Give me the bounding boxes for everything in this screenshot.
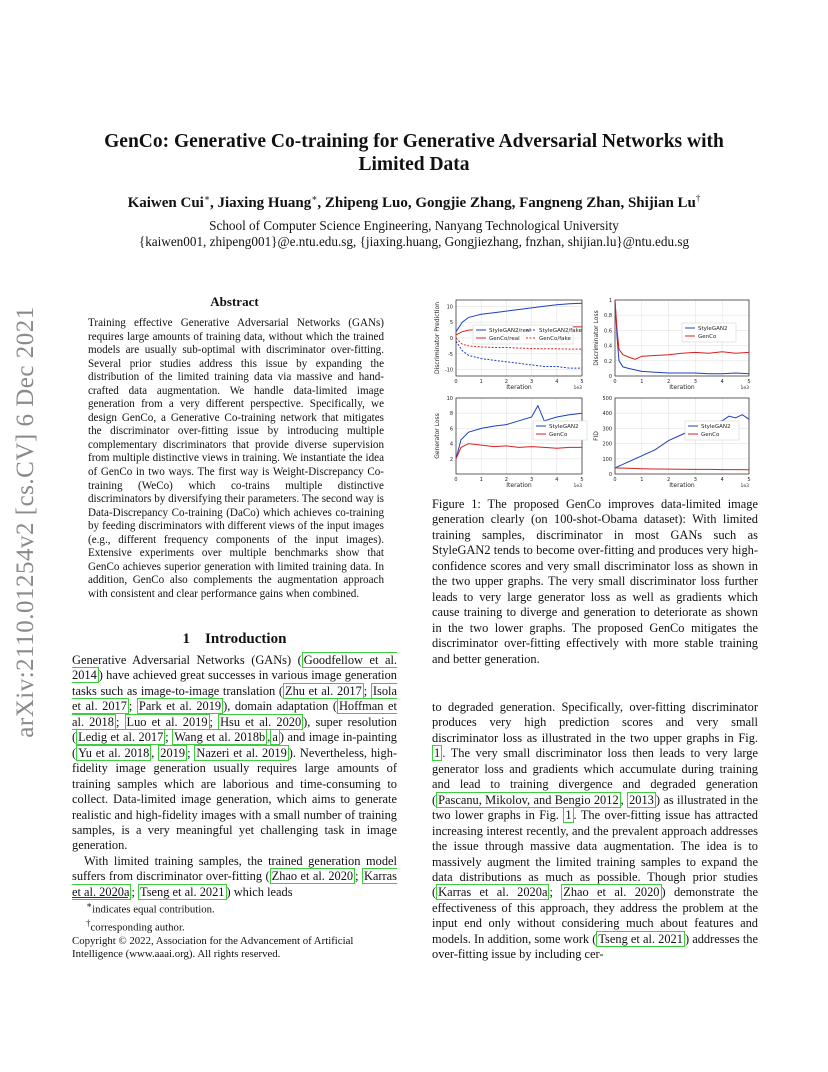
abstract-text: Training effective Generative Adversarial Networks (GANs) requires large amounts of training data, without which the trained models are usually sub-optimal with discriminator over-fitting. Several prior studies address this issue by expanding the distribution of the limited training data via massive and hand-crafted data augmentation. We handle data-limited image generation from a very different perspective. Specifically, we design GenCo, a Generative Co-training network that mitigates the discriminator over-fitting issue by introducing multiple complementary discriminators that provide diverse supervision from multiple distinctive views in training. We instantiate the idea of GenCo in two ways. The first way is Weight-Discrepancy Co-training (WeCo) which co-trains multiple distinctive discriminators by diversifying their parameters. The second way is Data-Discrepancy Co-training (DaCo) which achieves co-training by feeding discriminators with different views of the input images (e.g., different frequency components of the input images). Extensive experiments over multiple benchmarks show that GenCo achieves superior generation with limited training data. In addition, GenCo also complements the augmentation approach with consistent and clear performance gains when combined. xyxy=(88,317,384,600)
y-tick-label: 8 xyxy=(449,411,453,418)
copyright-notice: Copyright © 2022, Association for the Advancement of Artificial Intelligence (www.aaai.org). All rights reserved. xyxy=(72,934,354,961)
footnotes xyxy=(72,899,397,961)
x-tick-label: 3 xyxy=(530,379,534,385)
legend-label: GenCo xyxy=(701,432,720,438)
y-tick-label: 0 xyxy=(608,374,612,380)
section-number: 1 xyxy=(182,631,191,647)
legend-label: StyleGAN2/fake xyxy=(539,328,582,334)
footnote-mark: ∗ xyxy=(86,900,93,910)
arxiv-stamp-text: arXiv:2110.01254v2 [cs.CV] 6 Dec 2021 xyxy=(12,306,39,738)
x-tick-label: 2 xyxy=(667,379,671,385)
author-name: Kaiwen Cui xyxy=(127,195,204,211)
citation-link[interactable]: Nazeri et al. 2019 xyxy=(196,745,287,760)
citation-link[interactable]: Hoffman et al. 2018 xyxy=(72,699,397,729)
footnote-mark: † xyxy=(86,917,91,928)
author-name: Zhipeng Luo xyxy=(324,195,408,211)
legend-label: GenCo xyxy=(549,432,568,438)
author-mark: ∗ xyxy=(311,193,318,203)
x-tick-label: 5 xyxy=(580,477,584,483)
footnote-rule xyxy=(72,897,128,898)
paper-title xyxy=(60,130,768,176)
citation-link[interactable]: Ledig et al. 2017 xyxy=(78,730,164,745)
y-tick-label: 100 xyxy=(602,456,612,463)
citation-link[interactable]: Luo et al. 2019 xyxy=(126,714,208,729)
author-list: Kaiwen Cui∗, Jiaxing Huang∗, Zhipeng Luo, Gongjie Zhang, Fangneng Zhan, Shijian Lu† xyxy=(127,193,701,211)
x-tick-label: 3 xyxy=(530,477,534,483)
y-tick-label: 0 xyxy=(608,472,612,478)
section-title: Introduction xyxy=(205,631,287,647)
footnote-text: corresponding author. xyxy=(90,921,185,934)
arxiv-stamp xyxy=(6,292,46,752)
legend-label: GenCo/real xyxy=(489,336,520,342)
title-line-2: Limited Data xyxy=(358,154,470,175)
x-tick-label: 2 xyxy=(667,477,671,483)
legend-label: StyleGAN2 xyxy=(549,424,579,430)
right-column-body xyxy=(432,700,758,963)
x-multiplier: 1e3 xyxy=(740,484,749,488)
citation-link[interactable]: Zhao et al. 2020 xyxy=(271,869,354,884)
citation-link[interactable]: 1 xyxy=(434,746,441,761)
legend-label: GenCo xyxy=(698,334,717,340)
citation-link[interactable]: a xyxy=(272,730,278,745)
x-multiplier: 1e3 xyxy=(573,386,582,391)
x-axis-label: Iteration xyxy=(669,482,695,488)
author-mark: ∗ xyxy=(203,193,210,203)
x-tick-label: 3 xyxy=(693,477,697,483)
author-mark: † xyxy=(695,193,701,203)
citation-link[interactable]: Hsu et al. 2020 xyxy=(220,714,302,729)
figure-1 xyxy=(430,292,760,488)
figure-caption: Figure 1: The proposed GenCo improves data-limited image generation clearly (on 100-shot-Obama dataset): With limited training samples, discriminator in most GANs such as StyleGAN2 tends to become over-fitting and produces very high-confidence scores and very small discriminator loss as shown in the two upper graphs. The very small discriminator loss further leads to very large generator loss as well as gradients which cause training to diverge and generation to deteriorate as shown in the two lower graphs. The proposed GenCo mitigates the discriminator over-fitting effectively with more stable training and better generation. xyxy=(432,497,758,666)
paragraph: With limited training samples, the trained generation model suffers from discriminator over-fitting ( Zhao et al. 2020 ; Karras et al. 2020a ; Tseng et al. 2021 ) which leads xyxy=(72,853,397,899)
footnote-equal xyxy=(72,899,397,917)
x-tick-label: 4 xyxy=(720,379,724,385)
author-name: Shijian Lu xyxy=(627,195,696,211)
x-axis-label: Iteration xyxy=(506,482,532,488)
series-line xyxy=(456,444,582,459)
x-tick-label: 4 xyxy=(720,477,724,483)
x-multiplier: 1e3 xyxy=(740,386,749,391)
x-tick-label: 5 xyxy=(747,379,751,385)
footnote-corresponding xyxy=(72,917,397,935)
citation-link[interactable]: Karras et al. 2020a xyxy=(438,885,548,900)
y-axis-label: FID xyxy=(593,431,600,441)
emails: {kaiwen001, zhipeng001}@e.ntu.edu.sg, {jiaxing.huang, Gongjiezhang, fnzhan, shijian.lu}@ntu.edu.sg xyxy=(138,234,690,249)
y-axis-label: Generator Loss xyxy=(434,413,441,459)
author-name: Gongjie Zhang xyxy=(415,195,512,211)
y-tick-label: 0.4 xyxy=(604,343,612,350)
y-axis-label: Discriminator Prediction xyxy=(434,301,441,375)
x-tick-label: 1 xyxy=(479,477,483,483)
y-tick-label: 10 xyxy=(446,396,453,402)
citation-link[interactable]: Tseng et al. 2021 xyxy=(598,931,683,946)
citation-link[interactable]: Karras et al. 2020a xyxy=(72,869,397,899)
y-tick-label: -10 xyxy=(444,367,453,374)
x-axis-label: Iteration xyxy=(506,384,532,391)
citation-link[interactable]: Zhao et al. 2020 xyxy=(563,885,660,900)
series-line xyxy=(615,468,749,470)
footnote-text: indicates equal contribution. xyxy=(92,903,215,916)
x-tick-label: 2 xyxy=(504,379,508,385)
paragraph: Generative Adversarial Networks (GANs) ( Goodfellow et al. 2014 ) have achieved great successes in various image generation tasks such as image-to-image translation ( Zhu et al. 2017 ; Isola et al. 2017 ; Park et al. 2019 ), domain adaptation ( Hoffman et al. 2018 ; Luo et al. 2019 ; Hsu et al. 2020 ), super resolution ( Ledig et al. 2017 ; Wang et al. 2018b , a ) and image in-painting ( Yu et al. 2018 , 2019 ; Nazeri et al. 2019 ). Nevertheless, high-fidelity image generation usually requires large amounts of training samples which are laborious and time-consuming to collect. Data-limited image generation, which aims to generate realistic and high-fidelity images with a small number of training samples, is a very meaningful yet challenging task in image generation. xyxy=(72,653,398,853)
citation-link[interactable]: Tseng et al. 2021 xyxy=(140,884,225,899)
citation-link[interactable]: Park et al. 2019 xyxy=(138,699,222,714)
y-tick-label: 300 xyxy=(602,426,612,433)
x-tick-label: 0 xyxy=(454,477,458,483)
affiliation-block xyxy=(60,218,768,250)
x-multiplier: 1e3 xyxy=(573,484,582,488)
x-tick-label: 4 xyxy=(555,477,559,483)
x-axis-label: Iteration xyxy=(669,384,695,391)
y-tick-label: 0.8 xyxy=(604,313,612,320)
citation-link[interactable]: Zhu et al. 2017 xyxy=(285,683,362,698)
y-tick-label: 5 xyxy=(449,320,453,327)
y-tick-label: 200 xyxy=(602,441,612,448)
y-tick-label: 400 xyxy=(602,411,612,418)
x-tick-label: 0 xyxy=(454,379,458,385)
legend-label: GenCo/fake xyxy=(539,336,571,342)
y-tick-label: 6 xyxy=(449,426,453,433)
x-tick-label: 3 xyxy=(693,379,697,385)
x-tick-label: 0 xyxy=(613,477,617,483)
y-tick-label: 500 xyxy=(602,396,612,402)
legend-label: StyleGAN2 xyxy=(698,326,728,332)
x-tick-label: 1 xyxy=(640,477,644,483)
x-tick-label: 1 xyxy=(479,379,483,385)
introduction-body xyxy=(72,653,397,900)
y-tick-label: 10 xyxy=(446,304,453,311)
author-name: Fangneng Zhan xyxy=(519,195,621,211)
figure-1-graphs xyxy=(430,292,760,488)
title-line-1: GenCo: Generative Co-training for Generative Adversarial Networks with xyxy=(104,131,724,152)
section-heading-introduction xyxy=(72,631,397,648)
y-tick-label: 0.6 xyxy=(604,328,612,335)
y-tick-label: 0.2 xyxy=(604,358,612,365)
y-tick-label: -5 xyxy=(448,351,453,358)
y-axis-label: Discriminator Loss xyxy=(593,310,600,366)
citation-link[interactable]: Pascanu, Mikolov, and Bengio 2012 xyxy=(438,792,619,807)
citation-link[interactable]: 2013 xyxy=(629,792,654,807)
x-tick-label: 5 xyxy=(747,477,751,483)
paragraph: to degraded generation. Specifically, over-fitting discriminator produces very high prediction scores and very small discriminator loss as illustrated in the two upper graphs in Fig. 1 . The very small discriminator loss then leads to very large generator loss and gradients which accumulate during training and lead to training divergence and degraded generation ( Pascanu, Mikolov, and Bengio 2012 , 2013 ) as illustrated in the two lower graphs in Fig. 1 . The over-fitting issue has attracted increasing interest recently, and the prevalent approach addresses the issue through massive data augmentation. The idea is to massively augment the limited training samples to expand the data distributions as much as possible. Though prior studies ( Karras et al. 2020a ; Zhao et al. 2020 ) demonstrate the effectiveness of this approach, they address the problem at the input end only without considering much about features and models. In addition, some work ( Tseng et al. 2021 ) addresses the over-fitting issue by including cer- xyxy=(432,700,759,962)
citation-link[interactable]: Goodfellow et al. 2014 xyxy=(72,653,397,683)
affiliation: School of Computer Science Engineering, Nanyang Technological University xyxy=(209,218,619,233)
citation-link[interactable]: Isola et al. 2017 xyxy=(72,683,397,714)
x-tick-label: 0 xyxy=(613,379,617,385)
series-line xyxy=(456,341,582,368)
citation-link[interactable]: Wang et al. 2018b xyxy=(174,730,266,745)
y-tick-label: 2 xyxy=(449,456,453,463)
abstract-heading: Abstract xyxy=(210,294,259,309)
x-tick-label: 5 xyxy=(580,379,584,385)
citation-link[interactable]: 1 xyxy=(565,808,572,823)
y-tick-label: 4 xyxy=(449,441,453,448)
x-tick-label: 2 xyxy=(504,477,508,483)
legend-label: StyleGAN2/real xyxy=(489,328,531,334)
author-name: Jiaxing Huang xyxy=(217,195,312,211)
legend-label: StyleGAN2 xyxy=(701,424,731,430)
x-tick-label: 4 xyxy=(555,379,559,385)
citation-link[interactable]: Yu et al. 2018 xyxy=(78,745,150,760)
y-tick-label: 1 xyxy=(608,298,612,304)
x-tick-label: 1 xyxy=(640,379,644,385)
y-tick-label: 0 xyxy=(449,336,453,342)
citation-link[interactable]: 2019 xyxy=(160,745,186,760)
